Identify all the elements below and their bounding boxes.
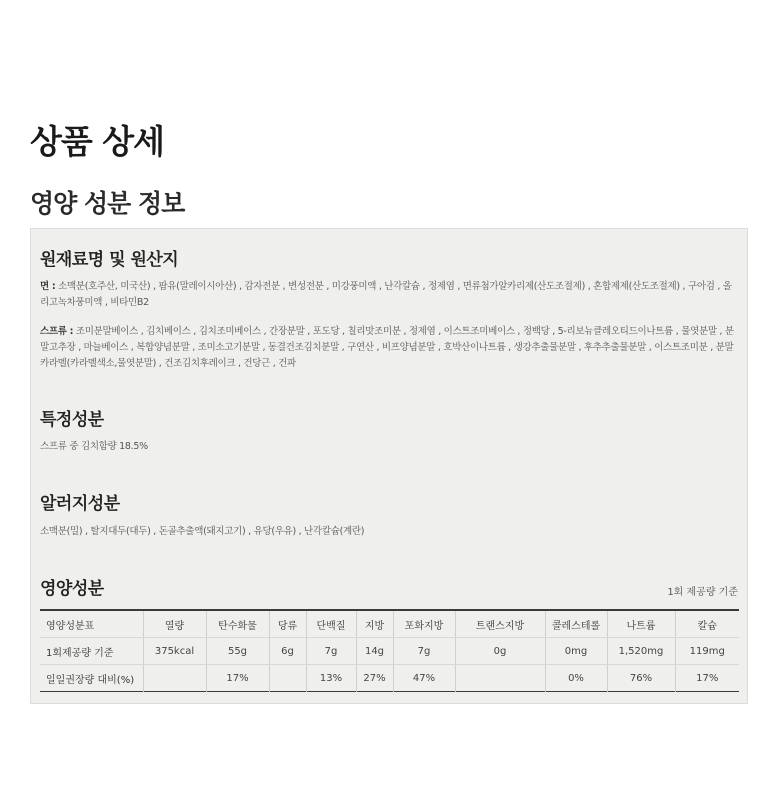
allergens-text: 소맥분(밀) , 탈지대두(대두) , 돈골추출액(돼지고기) , 유당(우유) , 난각칼슘(계란): [40, 526, 365, 537]
table-cell: 0g: [455, 638, 545, 665]
noodle-label: 면 :: [40, 281, 56, 292]
nutrition-heading: 영양성분: [40, 579, 104, 599]
specific-text: 스프류 중 김치함량 18.5%: [40, 441, 148, 452]
header-cell: 단백질: [306, 610, 356, 638]
allergens-heading: 알러지성분: [40, 494, 120, 514]
table-row: [40, 638, 739, 665]
row-label: 일일권장량 대비(%): [46, 674, 135, 686]
table-cell: [269, 665, 306, 692]
ingredients-heading: 원재료명 및 원산지: [40, 250, 179, 270]
page-title: 상품 상세: [30, 122, 165, 161]
table-cell: 0%: [545, 665, 607, 692]
header-cell: 콜레스테롤: [545, 610, 607, 638]
header-cell: 열량: [143, 610, 206, 638]
table-cell: 119mg: [675, 638, 739, 665]
header-cell: 당류: [269, 610, 306, 638]
table-cell: 1,520mg: [607, 638, 675, 665]
table-cell: 47%: [393, 665, 455, 692]
noodle-ingredients-text: 소맥분(호주산, 미국산) , 팜유(말레이시아산) , 감자전분 , 변성전분 , 미강풍미액 , 난각칼슘 , 정제염 , 면류첨가알카리제(산도조절제) , 혼합제제(산도조절제) , 구아검 , 올리고녹차풍미액 , 비타민B2: [40, 281, 732, 308]
table-cell: 13%: [306, 665, 356, 692]
table-cell: 27%: [356, 665, 393, 692]
section-title: 영양 성분 정보: [30, 189, 185, 218]
table-row: [40, 665, 739, 692]
specific-heading: 특정성분: [40, 410, 104, 430]
noodle-ingredients: [40, 279, 740, 311]
header-cell: 포화지방: [393, 610, 455, 638]
table-cell: 375kcal: [143, 638, 206, 665]
header-cell: 탄수화물: [206, 610, 269, 638]
header-cell: 나트륨: [607, 610, 675, 638]
table-header-row: [40, 610, 739, 638]
soup-label: 스프류 :: [40, 326, 74, 337]
table-cell: 14g: [356, 638, 393, 665]
table-cell: 55g: [206, 638, 269, 665]
nutrition-table: [40, 609, 739, 692]
table-cell: 0mg: [545, 638, 607, 665]
soup-ingredients: [40, 324, 740, 372]
table-cell: 6g: [269, 638, 306, 665]
table-cell: 17%: [206, 665, 269, 692]
row-label: 1회제공량 기준: [40, 638, 143, 665]
nutrition-info-box: [30, 228, 748, 704]
table-cell: [143, 665, 206, 692]
table-cell: [455, 665, 545, 692]
table-cell: 76%: [607, 665, 675, 692]
header-cell: 지방: [356, 610, 393, 638]
table-cell: 17%: [675, 665, 739, 692]
header-cell: 영양성분표: [40, 610, 143, 638]
table-cell: 7g: [306, 638, 356, 665]
serving-basis: 1회 제공량 기준: [667, 587, 738, 598]
header-cell: 트랜스지방: [455, 610, 545, 638]
header-cell: 칼슘: [675, 610, 739, 638]
table-cell: 7g: [393, 638, 455, 665]
soup-ingredients-text: 조미분말베이스 , 김치베이스 , 김치조미베이스 , 간장분말 , 포도당 , 칠리맛조미분 , 정제염 , 이스트조미베이스 , 정백당 , 5-리보뉴클레오티드이나트륨 , 물엿분말 , 분말고추장 , 마늘베이스 , 복합양념분말 , 조미소고기분말 , 동결건조김치분말 , 구연산 , 비프양념분말 , 호박산이나트륨 , 생강추출물분말 , 후추추출물분말 , 이스트조미분 , 분말카라멜(카라멜색소,물엿분말) , 건조김치후레이크 , 건당근 , 건파: [40, 326, 734, 369]
